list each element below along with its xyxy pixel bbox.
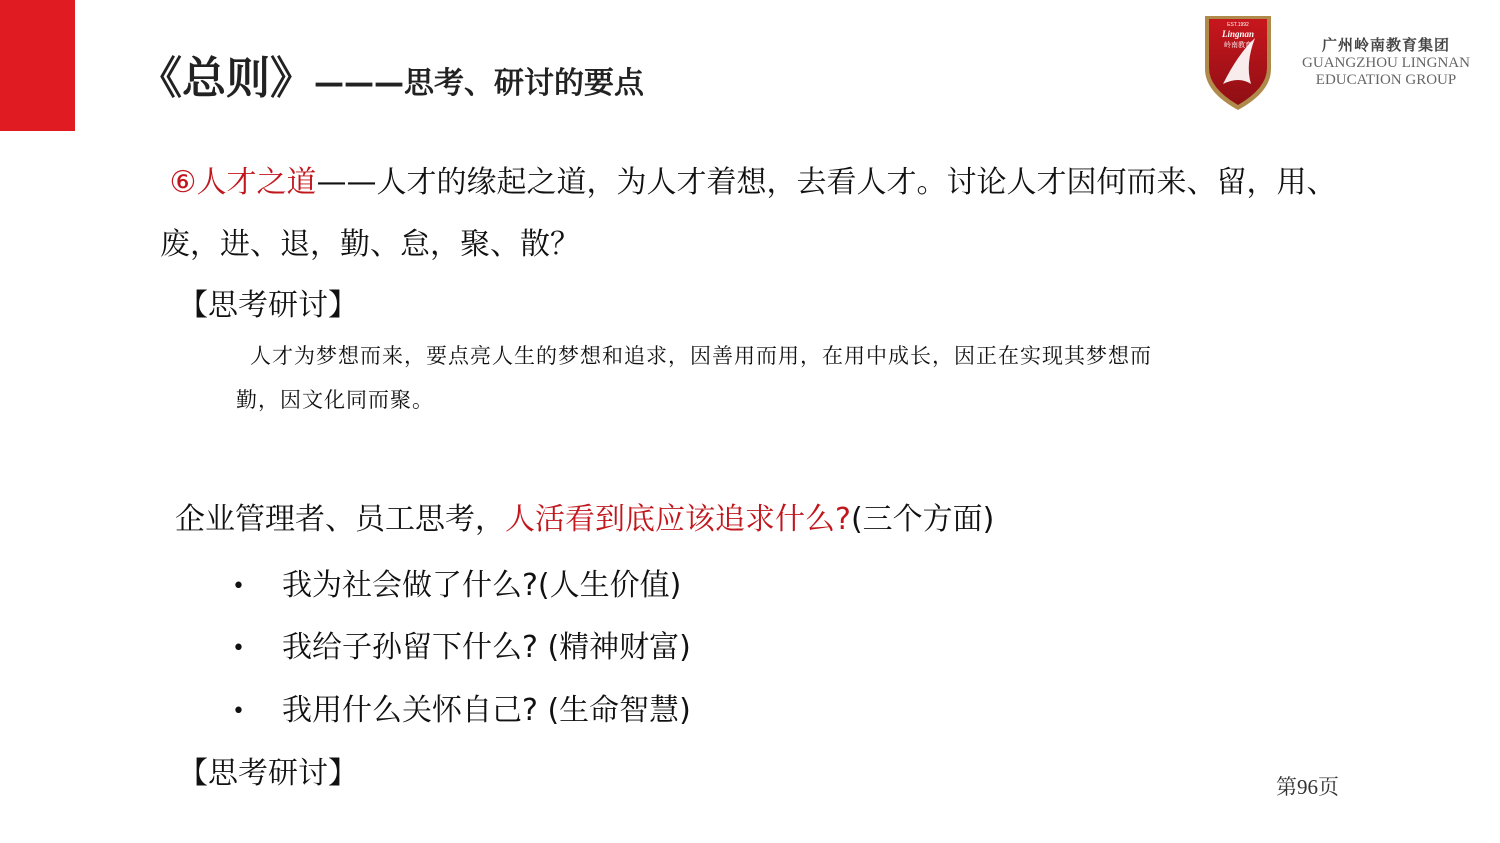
title-subtitle: 思考、研讨的要点 xyxy=(404,66,644,101)
accent-bar xyxy=(0,0,75,131)
title-main: 《总则》 xyxy=(138,53,314,104)
slide-title xyxy=(138,42,644,106)
discussion-line: 勤，因文化同而聚。 xyxy=(236,388,434,412)
discussion-label: 【思考研讨】 xyxy=(178,756,358,791)
list-item xyxy=(232,622,691,666)
title-dash: ——— xyxy=(314,66,404,101)
talent-text: ——人才的缘起之道，为人才着想，去看人才。讨论人才因何而来、留，用、废，进、退，勤、怠，聚、散？ xyxy=(160,165,1337,262)
list-item-text: 我为社会做了什么?(人生价值) xyxy=(282,568,682,603)
logo-name-en-1: GUANGZHOU LINGNAN xyxy=(1302,55,1470,71)
question-highlight: 人活看到底应该追求什么? xyxy=(505,502,851,537)
page-number: 第96页 xyxy=(1276,775,1339,799)
circled-number: ⑥ xyxy=(169,165,197,200)
question-line xyxy=(175,494,994,538)
question-note: (三个方面) xyxy=(850,502,995,537)
discussion-label: 【思考研讨】 xyxy=(178,288,358,323)
list-item xyxy=(232,685,691,729)
svg-text:Lingnan: Lingnan xyxy=(1221,29,1255,39)
talent-heading: 人才之道 xyxy=(196,165,317,200)
talent-paragraph xyxy=(160,152,1350,276)
bullet-icon: • xyxy=(232,699,245,724)
list-item xyxy=(232,560,681,604)
bullet-icon: • xyxy=(232,636,245,661)
list-item-text: 我给子孙留下什么? (精神财富) xyxy=(282,630,691,665)
question-intro: 企业管理者、员工思考， xyxy=(175,502,505,537)
logo-text xyxy=(1296,34,1476,89)
discussion-line: 人才为梦想而来，要点亮人生的梦想和追求，因善用而用，在用中成长，因正在实现其梦想而 xyxy=(250,344,1152,368)
svg-text:EST.1992: EST.1992 xyxy=(1227,22,1249,28)
logo-name-en-2: EDUCATION GROUP xyxy=(1315,72,1457,88)
logo-name-cn: 广州岭南教育集团 xyxy=(1321,36,1450,54)
discussion-text xyxy=(236,334,1356,422)
list-item-text: 我用什么关怀自己? (生命智慧) xyxy=(282,693,691,728)
svg-text:岭南教育: 岭南教育 xyxy=(1224,41,1252,49)
bullet-icon: • xyxy=(232,574,245,599)
